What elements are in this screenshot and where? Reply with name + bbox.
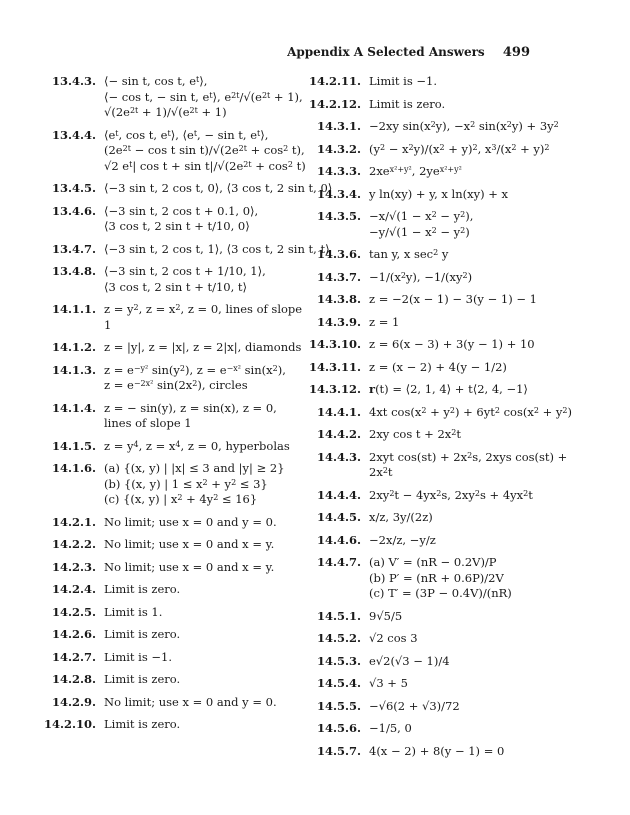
answer-text bbox=[369, 405, 588, 421]
answer-line: z = −2(x − 1) − 3(y − 1) − 1 bbox=[369, 292, 537, 306]
exercise-number: 14.2.8. bbox=[51, 672, 96, 686]
answer-text bbox=[369, 510, 588, 526]
exercise-number: 14.5.2. bbox=[316, 631, 361, 645]
answer-text bbox=[104, 340, 303, 356]
answer-line: −2x/z, −y/z bbox=[369, 532, 436, 547]
answer-line: $⟨e^t$, cos t, $e^t⟩$, $⟨e^t$, − sin t, $e^t⟩$, bbox=[104, 127, 269, 142]
answer-line: ⟨3 cos t, 2 sin t + t/10, t⟩ bbox=[104, 279, 248, 294]
answer-text bbox=[369, 97, 588, 113]
answer-text bbox=[369, 699, 588, 715]
answer-entry bbox=[298, 119, 588, 135]
answer-line: Limit is zero. bbox=[104, 627, 181, 641]
answer-entry bbox=[298, 247, 588, 263]
answer-text bbox=[104, 242, 330, 258]
answer-entry bbox=[298, 142, 588, 158]
answer-line: Limit is −1. bbox=[369, 74, 438, 88]
answer-line: 9√5/5 bbox=[369, 608, 403, 623]
answer-entry bbox=[298, 676, 588, 692]
answer-text bbox=[369, 533, 588, 549]
answer-line: z = 6(x − 3) + 3(y − 1) + 10 bbox=[369, 337, 535, 351]
answer-line: z = (x − 2) + 4(y − 1/2) bbox=[369, 359, 507, 374]
exercise-number: 14.3.4. bbox=[316, 186, 361, 201]
answer-line: Limit is zero. bbox=[369, 96, 446, 111]
answer-line: No limit; use x = 0 and y = 0. bbox=[104, 514, 277, 529]
answer-line: √2 cos 3 bbox=[369, 631, 418, 645]
answer-line: ⟨−3 sin t, 2 cos t + 0.1, 0⟩, bbox=[104, 203, 259, 218]
exercise-number: 14.4.1. bbox=[316, 404, 361, 419]
answer-text bbox=[104, 461, 303, 508]
answer-entry bbox=[38, 672, 303, 688]
answer-text bbox=[369, 119, 588, 135]
exercise-number: 14.3.3. bbox=[316, 164, 361, 178]
answer-line: Limit is 1. bbox=[104, 604, 163, 619]
answer-line: $2xy^2t - 4yx^2s$, $2xy^2s + 4yx^2t$ bbox=[369, 487, 533, 502]
exercise-number: 14.5.3. bbox=[316, 653, 361, 668]
answer-line: $(y^2 - x^2y)/(x^2 + y)^2$, $x^3/(x^2 + y)^2$ bbox=[369, 141, 550, 156]
exercise-number: 14.5.1. bbox=[316, 608, 361, 623]
answer-text bbox=[369, 744, 588, 760]
answer-line: z = |y|, z = |x|, z = 2|x|, diamonds bbox=[104, 340, 302, 354]
exercise-number: 14.1.3. bbox=[51, 362, 96, 377]
answer-text bbox=[104, 128, 306, 175]
exercise-number: 14.2.12. bbox=[308, 96, 361, 111]
answer-line: No limit; use x = 0 and x = y. bbox=[104, 537, 275, 551]
exercise-number: 13.4.3. bbox=[51, 74, 96, 88]
answer-entry bbox=[38, 264, 303, 295]
exercise-number: 14.3.9. bbox=[316, 314, 361, 329]
answer-line: (c) T′ = (3P − 0.4V)/(nR) bbox=[369, 586, 512, 600]
answer-entry bbox=[38, 439, 303, 455]
answer-line: ⟨3 cos t, 2 sin t + t/10, 0⟩ bbox=[104, 219, 250, 233]
answer-text bbox=[104, 401, 303, 432]
exercise-number: 14.4.6. bbox=[316, 532, 361, 547]
answer-entry bbox=[298, 270, 588, 286]
answer-entry bbox=[38, 717, 303, 733]
answer-text bbox=[369, 187, 588, 203]
answer-text bbox=[369, 247, 588, 263]
answer-entry bbox=[298, 510, 588, 526]
answer-entry bbox=[298, 209, 588, 240]
answer-text bbox=[369, 270, 588, 286]
answer-text bbox=[104, 302, 303, 333]
answer-entry bbox=[38, 627, 303, 643]
answer-text bbox=[104, 695, 303, 711]
answer-line: 4xt $\cos(x^2 + y^2) + 6yt^2$ $\cos(x^2 + y^2)$ bbox=[369, 404, 572, 419]
exercise-number: 14.3.1. bbox=[316, 119, 361, 133]
answer-line: (a) V′ = (nR − 0.2V)/P bbox=[369, 555, 497, 569]
answer-line: $-1/(x^2y)$, $-1/(xy^2)$ bbox=[369, 269, 473, 284]
exercise-number: 14.3.5. bbox=[316, 209, 361, 223]
running-title: Appendix A Selected Answers bbox=[287, 45, 485, 59]
answer-text bbox=[369, 488, 588, 504]
answers-right-column bbox=[298, 74, 588, 766]
answer-line: Limit is zero. bbox=[104, 672, 181, 686]
answer-line: Limit is zero. bbox=[104, 717, 181, 731]
answer-line: −√6(2 + √3)/72 bbox=[369, 698, 460, 713]
answer-line: tan y, x $\sec^2 y$ bbox=[369, 247, 449, 261]
exercise-number: 14.2.9. bbox=[51, 694, 96, 709]
answer-entry bbox=[298, 450, 588, 481]
answer-entry bbox=[298, 609, 588, 625]
answer-text bbox=[369, 676, 588, 692]
exercise-number: 13.4.5. bbox=[51, 181, 96, 195]
exercise-number: 14.2.1. bbox=[51, 514, 96, 529]
answer-line: $2x^2t$ bbox=[369, 465, 393, 479]
exercise-number: 14.1.4. bbox=[51, 400, 96, 415]
answer-line: 4(x − 2) + 8(y − 1) = 0 bbox=[369, 743, 505, 758]
answer-line: 2xyt $\cos(st) + 2x^2s$, 2xys cos(st) + bbox=[369, 449, 568, 464]
answer-text bbox=[104, 439, 303, 455]
answer-line: −2xy $\sin(x^2y)$, $-x^2$ $\sin(x^2y) + 3y^2$ bbox=[369, 119, 559, 133]
exercise-number: 14.5.5. bbox=[316, 698, 361, 713]
answer-line: ⟨−3 sin t, 2 cos t, 1⟩, ⟨3 cos t, 2 sin t, t⟩ bbox=[104, 241, 330, 256]
answer-entry bbox=[298, 97, 588, 113]
answer-text bbox=[369, 74, 588, 90]
exercise-number: 14.1.5. bbox=[51, 438, 96, 453]
answer-entry bbox=[298, 555, 588, 602]
exercise-number: 14.5.7. bbox=[316, 743, 361, 758]
exercise-number: 14.2.10. bbox=[43, 717, 96, 731]
exercise-number: 14.4.2. bbox=[316, 427, 361, 441]
answer-line: $z = e^{-y^2}$ $\sin(y^2)$, $z = e^{-x^2}$ $\sin(x^2)$, bbox=[104, 362, 286, 377]
answer-text bbox=[104, 204, 303, 235]
exercise-number: 14.1.1. bbox=[51, 302, 96, 316]
answer-entry bbox=[38, 204, 303, 235]
answer-line: (b) P′ = (nR + 0.6P)/2V bbox=[369, 570, 504, 585]
answer-entry bbox=[38, 537, 303, 553]
exercise-number: 14.3.7. bbox=[316, 269, 361, 284]
answer-line: ⟨− cos t, − sin t, $e^t⟩$, $e^{2t}/√(e^{2t} + 1)$, bbox=[104, 89, 303, 104]
answer-line: $z = y^4$, $z = x^4$, z = 0, hyperbolas bbox=[104, 438, 290, 453]
exercise-number: 14.2.3. bbox=[51, 559, 96, 574]
answer-line: z = 1 bbox=[369, 314, 400, 329]
answer-entry bbox=[298, 360, 588, 376]
answer-text bbox=[369, 721, 588, 737]
answer-entry bbox=[38, 560, 303, 576]
answer-line: (b) {(x, y) | $1 \le x^2 + y^2 \le 3$} bbox=[104, 476, 268, 491]
exercise-number: 14.2.2. bbox=[51, 537, 96, 551]
answer-entry bbox=[38, 241, 330, 258]
answer-entry bbox=[38, 515, 303, 531]
exercise-number: 14.2.11. bbox=[308, 74, 361, 88]
answer-entry bbox=[38, 363, 303, 394]
answer-line: No limit; use x = 0 and x = y. bbox=[104, 559, 275, 574]
answer-text bbox=[369, 450, 588, 481]
answer-entry bbox=[38, 650, 303, 666]
exercise-number: 13.4.8. bbox=[51, 264, 96, 278]
answer-line: y ln(xy) + y, x ln(xy) + x bbox=[369, 186, 509, 201]
answer-text bbox=[369, 609, 588, 625]
page-header bbox=[287, 45, 530, 60]
answer-line: $z = e^{-2x^2}$ $\sin(2x^2)$, circles bbox=[104, 378, 248, 392]
answer-text bbox=[104, 650, 303, 666]
exercise-number: 14.3.2. bbox=[316, 141, 361, 156]
answer-line: Limit is zero. bbox=[104, 582, 181, 596]
answer-entry bbox=[298, 292, 588, 308]
answer-entry bbox=[298, 654, 588, 670]
exercise-number: 14.2.5. bbox=[51, 604, 96, 619]
answer-entry bbox=[298, 405, 588, 421]
answer-text bbox=[369, 164, 588, 180]
answer-text bbox=[369, 209, 588, 240]
exercise-number: 14.1.6. bbox=[51, 461, 96, 475]
answer-line: 2xy $\cos t + 2x^2t$ bbox=[369, 427, 461, 441]
answer-entry bbox=[38, 340, 303, 356]
answer-line: $-y/√(1 - x^2 - y^2)$ bbox=[369, 224, 470, 239]
answer-text bbox=[104, 537, 303, 553]
answers-left-column bbox=[38, 74, 333, 740]
exercise-number: 14.3.10. bbox=[308, 337, 361, 351]
answer-line: r(t) = ⟨2, 1, 4⟩ + t⟨2, 4, −1⟩ bbox=[369, 382, 528, 396]
answer-line: √3 + 5 bbox=[369, 676, 408, 690]
answer-line: √2 $e^t|$ $\cos t + \sin t|/√(2e^{2t} + \cos^2 t)$ bbox=[104, 158, 306, 173]
answer-line: ($2e^{2t} - \cos t$ $\sin t)/√(2e^{2t} + \cos^2 t)$, bbox=[104, 143, 305, 157]
answer-entry bbox=[38, 461, 303, 508]
exercise-number: 14.2.4. bbox=[51, 582, 96, 596]
answer-line: z = − sin(y), z = sin(x), z = 0, lines of slope 1 bbox=[104, 400, 277, 430]
answer-line: e√2(√3 − 1)/4 bbox=[369, 653, 450, 668]
answer-text bbox=[104, 717, 303, 733]
answer-entry bbox=[298, 721, 588, 737]
exercise-number: 14.3.12. bbox=[308, 382, 361, 396]
answer-entry bbox=[298, 164, 588, 180]
answer-text bbox=[369, 555, 588, 602]
exercise-number: 14.4.3. bbox=[316, 449, 361, 464]
answer-entry bbox=[298, 315, 588, 331]
page-number: 499 bbox=[502, 45, 530, 60]
answer-entry bbox=[38, 605, 303, 621]
exercise-number: 14.2.6. bbox=[51, 627, 96, 641]
answer-entry bbox=[298, 744, 588, 760]
answer-line: x/z, 3y/(2z) bbox=[369, 510, 433, 524]
answer-text bbox=[104, 627, 303, 643]
answer-entry bbox=[38, 181, 333, 197]
answer-entry bbox=[298, 488, 588, 504]
answer-text bbox=[369, 337, 588, 353]
answer-entry bbox=[38, 302, 303, 333]
answer-line: No limit; use x = 0 and y = 0. bbox=[104, 694, 277, 709]
answer-entry bbox=[298, 699, 588, 715]
exercise-number: 14.3.6. bbox=[316, 247, 361, 261]
answer-text bbox=[369, 427, 588, 443]
exercise-number: 14.2.7. bbox=[51, 649, 96, 664]
answer-entry bbox=[298, 533, 588, 549]
answer-line: ⟨−3 sin t, 2 cos t, 0⟩, ⟨3 cos t, 2 sin t, 0⟩ bbox=[104, 181, 333, 195]
exercise-number: 14.5.6. bbox=[316, 721, 361, 735]
answer-entry bbox=[298, 382, 588, 398]
answer-line: (a) {(x, y) | |x| ≤ 3 and |y| ≥ 2} bbox=[104, 461, 285, 475]
answer-entry bbox=[38, 695, 303, 711]
answer-line: −1/5, 0 bbox=[369, 721, 412, 735]
answer-text bbox=[369, 142, 588, 158]
answer-text bbox=[104, 515, 303, 531]
answer-text bbox=[369, 654, 588, 670]
answer-text bbox=[369, 382, 588, 398]
answer-text bbox=[104, 264, 303, 295]
answer-entry bbox=[298, 427, 588, 443]
answer-text bbox=[104, 74, 303, 121]
answer-entry bbox=[298, 631, 588, 647]
answer-entry bbox=[38, 127, 306, 175]
answer-text bbox=[369, 631, 588, 647]
answer-text bbox=[369, 292, 588, 308]
exercise-number: 14.4.5. bbox=[316, 510, 361, 524]
answer-text bbox=[104, 582, 303, 598]
answer-line: $2xe^{x^2+y^2}$, $2ye^{x^2+y^2}$ bbox=[369, 164, 462, 178]
answer-entry bbox=[38, 401, 303, 432]
answer-entry bbox=[38, 582, 303, 598]
answer-text bbox=[104, 672, 303, 688]
answer-line: $√(2e^{2t} + 1)/√(e^{2t} + 1)$ bbox=[104, 105, 227, 119]
answer-entry bbox=[38, 74, 303, 121]
answer-line: Limit is −1. bbox=[104, 649, 173, 664]
answer-line: ⟨−3 sin t, 2 cos t + 1/10, 1⟩, bbox=[104, 264, 266, 278]
answer-entry bbox=[298, 74, 588, 90]
answer-entry bbox=[298, 337, 588, 353]
answer-line: ⟨− sin t, cos t, $e^t⟩$, bbox=[104, 74, 208, 88]
answer-line: (c) {(x, y) | $x^2 + 4y^2 \le 16$} bbox=[104, 492, 258, 506]
answer-line: $-x/√(1 - x^2 - y^2)$, bbox=[369, 209, 474, 223]
exercise-number: 14.3.8. bbox=[316, 292, 361, 306]
exercise-number: 14.1.2. bbox=[51, 340, 96, 354]
exercise-number: 13.4.7. bbox=[51, 241, 96, 256]
answer-text bbox=[369, 360, 588, 376]
answer-line: $z = y^2$, $z = x^2$, z = 0, lines of slope 1 bbox=[104, 302, 303, 332]
answer-text bbox=[369, 315, 588, 331]
answer-text bbox=[104, 605, 303, 621]
exercise-number: 13.4.4. bbox=[51, 127, 96, 142]
exercise-number: 14.4.7. bbox=[316, 555, 361, 569]
exercise-number: 14.4.4. bbox=[316, 487, 361, 502]
answer-text bbox=[104, 363, 303, 394]
answer-text bbox=[104, 560, 303, 576]
exercise-number: 13.4.6. bbox=[51, 203, 96, 218]
exercise-number: 14.5.4. bbox=[316, 676, 361, 690]
exercise-number: 14.3.11. bbox=[308, 359, 361, 374]
answer-entry bbox=[298, 187, 588, 203]
